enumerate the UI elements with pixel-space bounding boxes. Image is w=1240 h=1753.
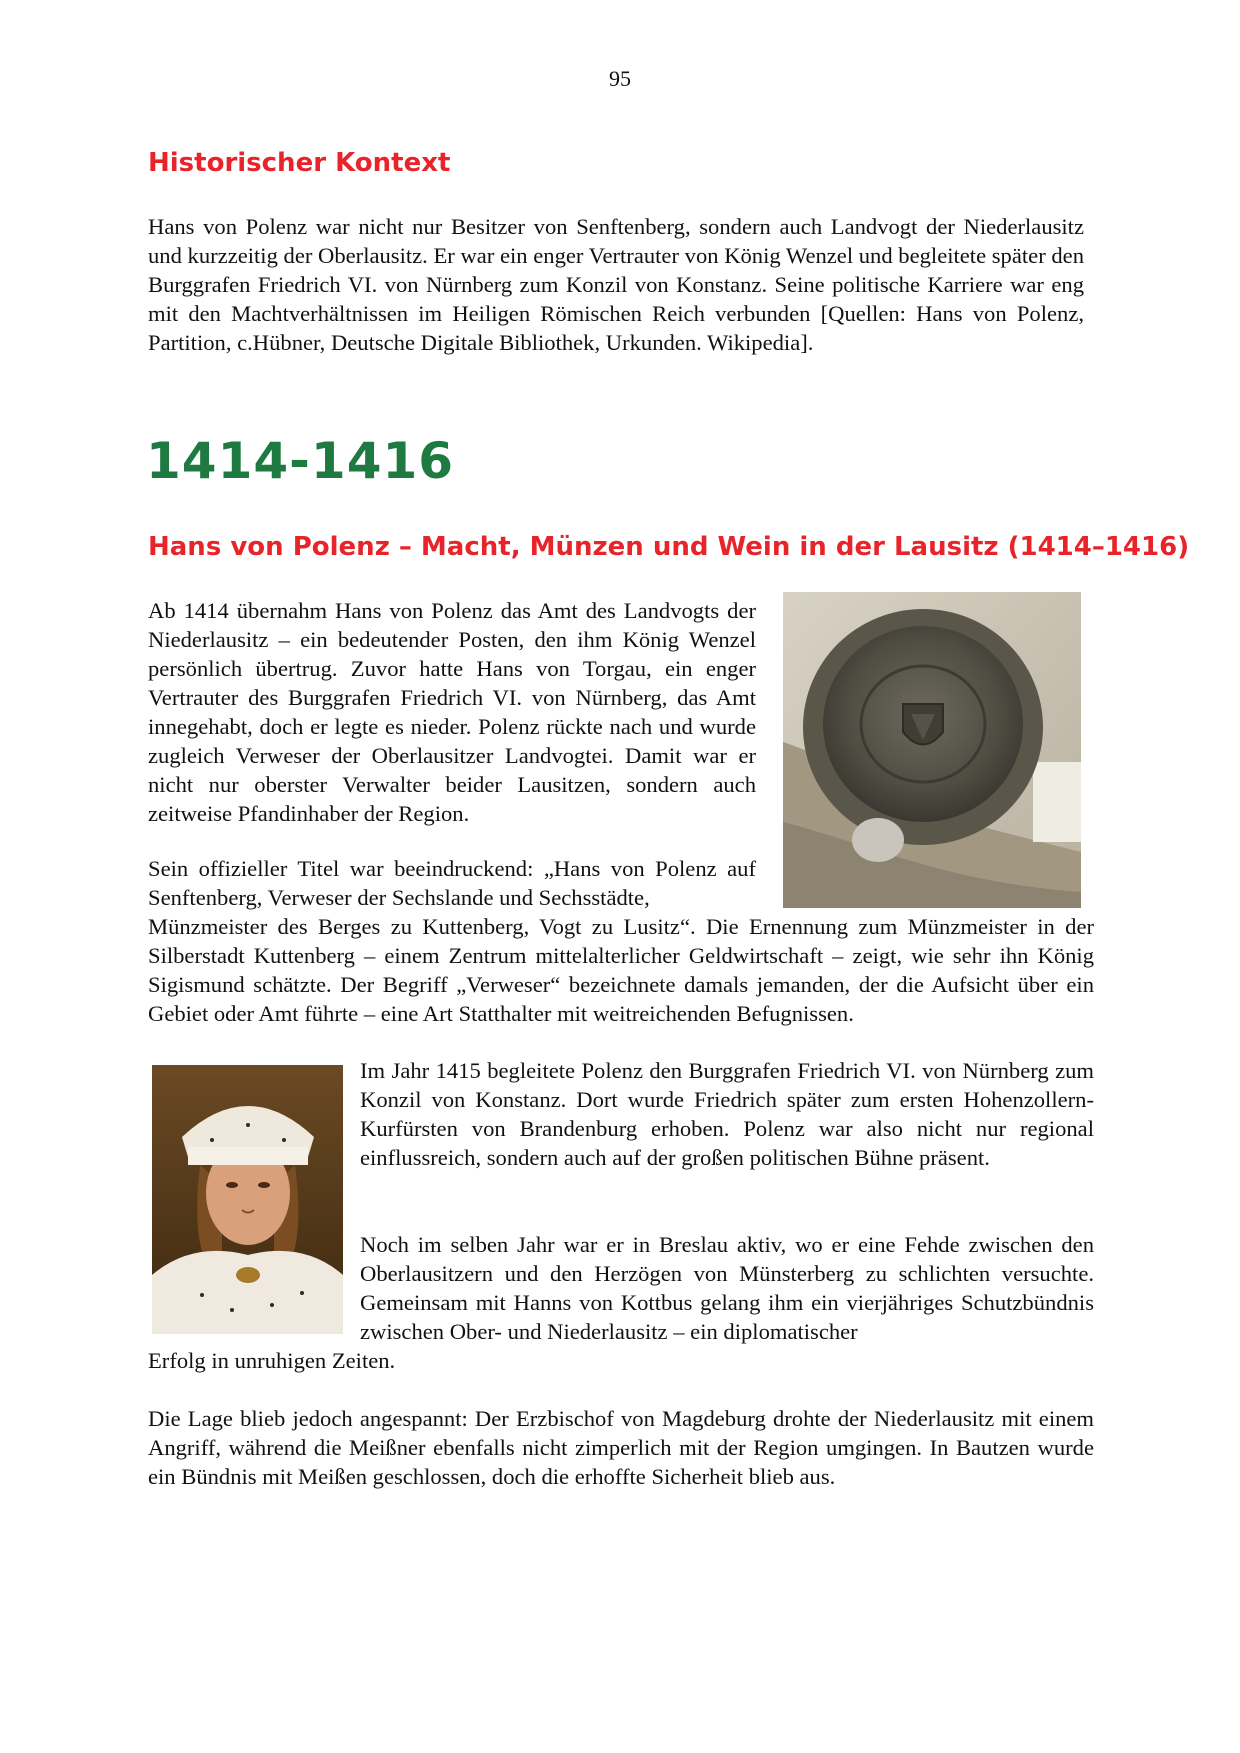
- paragraph-titel-start: Sein offizieller Titel war beeindruckend: „Hans von Polenz auf Senftenberg, Verweser der Sechslande und Sechsstädte,: [148, 856, 756, 910]
- seal-image: [783, 592, 1081, 908]
- section-heading-main: Hans von Polenz – Macht, Münzen und Wein in der Lausitz (1414–1416): [148, 532, 1190, 562]
- portrait-image: [152, 1065, 343, 1334]
- paragraph-breslau: Noch im selben Jahr war er in Breslau aktiv, wo er eine Fehde zwischen den Oberlausitzern und den Herzögen von Münsterberg zu schlichten versuchte. Gemeinsam mit Hanns von Kottbus gelang ihm ein vierjähriges Schutzbündnis zwischen Ober- und Niederlausitz – ein diplomatischer: [360, 1232, 1094, 1344]
- section-heading-historischer-kontext: Historischer Kontext: [148, 148, 451, 178]
- context-paragraph: Hans von Polenz war nicht nur Besitzer von Senftenberg, sondern auch Landvogt der Niederlausitz und kurzzeitig der Oberlausitz. Er war ein enger Vertrauter von König Wenzel und begleitete später den Burggrafen Friedrich VI. von Nürnberg zum Konzil von Konstanz. Seine politische Karriere war eng mit den Machtverhältnissen im Heiligen Römischen Reich verbunden [Quellen: Hans von Polenz, Partition, c.Hübner, Deutsche Digitale Bibliothek, Urkunden. Wikipedia].: [148, 214, 1084, 355]
- paragraph-landvogt: Ab 1414 übernahm Hans von Polenz das Amt des Landvogts der Niederlausitz – ein bedeutender Posten, den ihm König Wenzel persönlich übertrug. Zuvor hatte Hans von Torgau, ein enger Vertrauter des Burggrafen Friedrich VI. von Nürnberg, das Amt innegehabt, doch er legte es nieder. Polenz rückte nach und wurde zugleich Verweser der Oberlausitzer Landvogtei. Damit war er nicht nur oberster Verwalter beider Lausitzen, sondern auch zeitweise Pfandinhaber der Region.: [148, 598, 756, 826]
- paragraph-breslau-end: Erfolg in unruhigen Zeiten.: [148, 1348, 396, 1373]
- paragraph-konzil: Im Jahr 1415 begleitete Polenz den Burggrafen Friedrich VI. von Nürnberg zum Konzil von Konstanz. Dort wurde Friedrich später zum ersten Hohenzollern-Kurfürsten von Brandenburg erhoben. Polenz war also nicht nur regional einflussreich, sondern auch auf der großen politischen Bühne präsent.: [360, 1058, 1094, 1170]
- page-number: 95: [609, 66, 631, 91]
- paragraph-lage: Die Lage blieb jedoch angespannt: Der Erzbischof von Magdeburg drohte der Niederlausitz mit einem Angriff, während die Meißner ebenfalls nicht zimperlich mit der Region umgingen. In Bautzen wurde ein Bündnis mit Meißen geschlossen, doch die erhoffte Sicherheit blieb aus.: [148, 1406, 1094, 1489]
- paragraph-titel-continued: Münzmeister des Berges zu Kuttenberg, Vogt zu Lusitz“. Die Ernennung zum Münzmeister in der Silberstadt Kuttenberg – einem Zentrum mittelalterlicher Geldwirtschaft – zeigt, wie sehr ihn König Sigismund schätzte. Der Begriff „Verweser“ bezeichnete damals jemanden, der die Aufsicht über ein Gebiet oder Amt führte – eine Art Statthalter mit weitreichenden Befugnissen.: [148, 914, 1094, 1026]
- year-title: 1414-1416: [146, 432, 455, 490]
